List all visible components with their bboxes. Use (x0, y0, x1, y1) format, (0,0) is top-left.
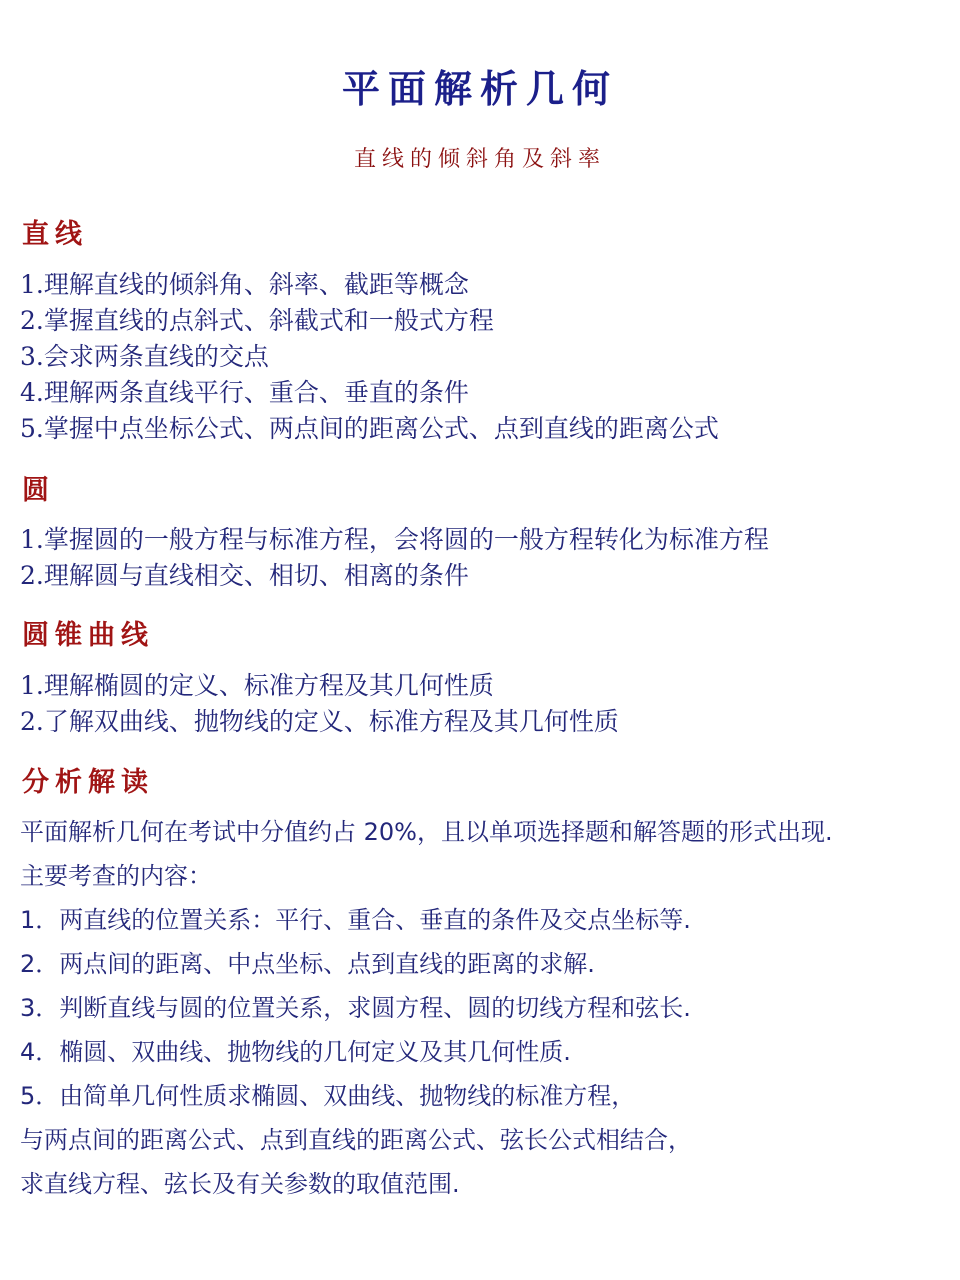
list-item: 1.掌握圆的一般方程与标准方程，会将圆的一般方程转化为标准方程 (20, 525, 769, 554)
analysis-line: 3．判断直线与圆的位置关系，求圆方程、圆的切线方程和弦长. (20, 994, 691, 1022)
analysis-line: 5．由简单几何性质求椭圆、双曲线、抛物线的标准方程， (20, 1082, 636, 1110)
section-heading-analysis: 分析解读 (22, 767, 154, 798)
analysis-line: 1．两直线的位置关系：平行、重合、垂直的条件及交点坐标等. (20, 906, 691, 934)
analysis-line: 与两点间的距离公式、点到直线的距离公式、弦长公式相结合， (20, 1126, 692, 1154)
list-item: 4.理解两条直线平行、重合、垂直的条件 (20, 378, 469, 407)
list-item: 1.理解椭圆的定义、标准方程及其几何性质 (20, 671, 494, 700)
list-item: 2.了解双曲线、抛物线的定义、标准方程及其几何性质 (20, 707, 619, 736)
list-item: 5.掌握中点坐标公式、两点间的距离公式、点到直线的距离公式 (20, 414, 719, 443)
list-item: 2.掌握直线的点斜式、斜截式和一般式方程 (20, 306, 494, 335)
list-item: 2.理解圆与直线相交、相切、相离的条件 (20, 561, 469, 590)
page-title: 平面解析几何 (341, 66, 618, 111)
section-heading-line: 直线 (22, 219, 88, 250)
page-subtitle: 直线的倾斜角及斜率 (353, 147, 606, 172)
list-item: 1.理解直线的倾斜角、斜率、截距等概念 (20, 270, 469, 299)
analysis-line: 2．两点间的距离、中点坐标、点到直线的距离的求解. (20, 950, 595, 978)
list-item: 3.会求两条直线的交点 (20, 342, 269, 371)
analysis-line: 平面解析几何在考试中分值约占 20%，且以单项选择题和解答题的形式出现. (20, 818, 833, 846)
analysis-line: 主要考查的内容： (20, 862, 212, 890)
section-heading-conic: 圆锥曲线 (22, 620, 154, 651)
section-list-circle (20, 522, 769, 594)
section-list-conic (20, 668, 619, 740)
analysis-list (20, 810, 833, 1206)
analysis-line: 求直线方程、弦长及有关参数的取值范围. (20, 1170, 460, 1198)
analysis-line: 4．椭圆、双曲线、抛物线的几何定义及其几何性质. (20, 1038, 571, 1066)
section-heading-circle: 圆 (22, 475, 55, 506)
section-list-line (20, 267, 719, 447)
